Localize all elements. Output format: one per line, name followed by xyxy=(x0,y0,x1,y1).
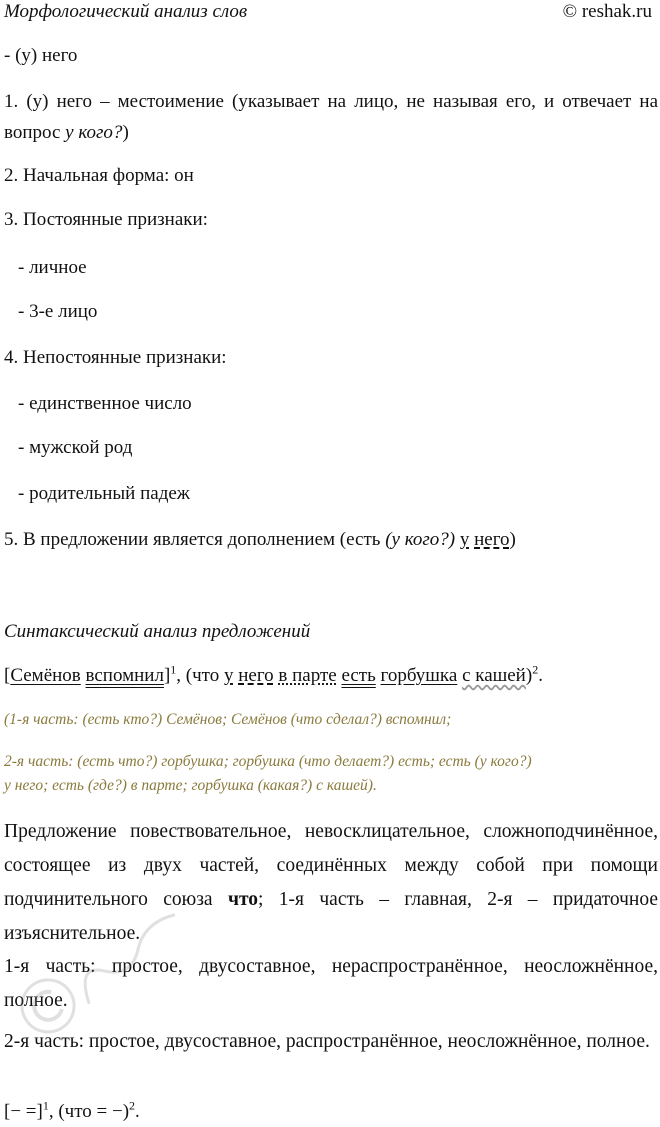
subject-2: горбушка xyxy=(380,665,458,686)
morph-point-2: 2. Начальная форма: он xyxy=(4,165,194,186)
scheme-index-2: 2 xyxy=(129,1098,136,1113)
site-credit[interactable]: © reshak.ru xyxy=(562,1,652,22)
predicate-2: есть xyxy=(341,665,376,686)
description-text: Предложение повествовательное, невосклицательное, сложноподчинённое, состоящее из двух частей, соединённых между собой при помощи подчинительного союза xyxy=(4,821,658,910)
sentence-scheme xyxy=(4,1100,140,1124)
sentence-end: . xyxy=(538,665,543,686)
morph-point-1-end: ) xyxy=(122,122,129,143)
morph-point-3-item: - 3-е лицо xyxy=(18,301,98,322)
scheme-index-1: 1 xyxy=(42,1098,49,1113)
scheme-sub: , (что = −) xyxy=(48,1101,130,1122)
subject-word: Семёнов xyxy=(10,665,81,686)
analyzed-word: - (у) него xyxy=(4,45,78,66)
bracket-open: [ xyxy=(4,665,11,686)
object-preposition: у xyxy=(223,665,234,686)
morph-point-5-word: него xyxy=(474,529,510,550)
adverbial-place: в парте xyxy=(278,665,337,686)
description-text-end: ; 1-я часть – главная, 2-я – придаточное изъяснительное. xyxy=(4,889,658,944)
note-part-2-line-1: 2-я часть: (есть что?) горбушка; горбушка (что делает?) есть; есть (у кого?) xyxy=(4,753,532,770)
page-title: Морфологический анализ слов xyxy=(4,1,248,22)
object-pronoun: него xyxy=(238,665,274,686)
morph-point-5 xyxy=(4,528,516,552)
parsed-sentence xyxy=(4,664,543,688)
bracket-close: ] xyxy=(163,665,171,686)
sentence-description xyxy=(4,815,658,951)
morph-point-5-preposition: у xyxy=(459,529,470,550)
paren-close: ) xyxy=(525,665,533,686)
conjunction-text: , (что xyxy=(176,665,224,686)
part-1-description: 1-я часть: простое, двусоставное, нераспространённое, неосложнённое, полное. xyxy=(4,956,658,1011)
part-index-1: 1 xyxy=(170,662,177,677)
morph-point-4: 4. Непостоянные признаки: xyxy=(4,347,227,368)
note-part-2-line-2: у него; есть (где?) в парте; горбушка (какая?) с кашей). xyxy=(4,777,377,794)
scheme-main: [− =] xyxy=(4,1101,43,1122)
morph-point-3-item: - личное xyxy=(18,257,87,278)
part-index-2: 2 xyxy=(532,662,539,677)
attribute-phrase: с кашей xyxy=(462,665,526,686)
section-title-syntax: Синтаксический анализ предложений xyxy=(4,621,311,642)
morph-point-4-item: - единственное число xyxy=(18,393,192,414)
morph-point-5-text: 5. В предложении является дополнением (есть xyxy=(4,529,386,550)
note-part-1: (1-я часть: (есть кто?) Семёнов; Семёнов (что сделал?) вспомнил; xyxy=(4,711,452,728)
conjunction-bold: что xyxy=(227,889,259,910)
morph-point-5-end: ) xyxy=(509,529,516,550)
predicate-word: вспомнил xyxy=(85,665,164,686)
morph-point-4-item: - родительный падеж xyxy=(18,483,190,504)
morph-point-4-item: - мужской род xyxy=(18,437,133,458)
morph-point-1-question: у кого? xyxy=(65,122,123,143)
scheme-end: . xyxy=(135,1101,140,1122)
morph-point-5-question: (у кого?) xyxy=(385,529,456,550)
morph-point-1 xyxy=(4,86,658,148)
morph-point-1-text: 1. (у) него – местоимение (указывает на лицо, не называя его, и отвечает на вопрос xyxy=(4,91,658,143)
part-2-description: 2-я часть: простое, двусоставное, распространённое, неосложнённое, полное. xyxy=(4,1031,650,1052)
morph-point-3: 3. Постоянные признаки: xyxy=(4,209,208,230)
